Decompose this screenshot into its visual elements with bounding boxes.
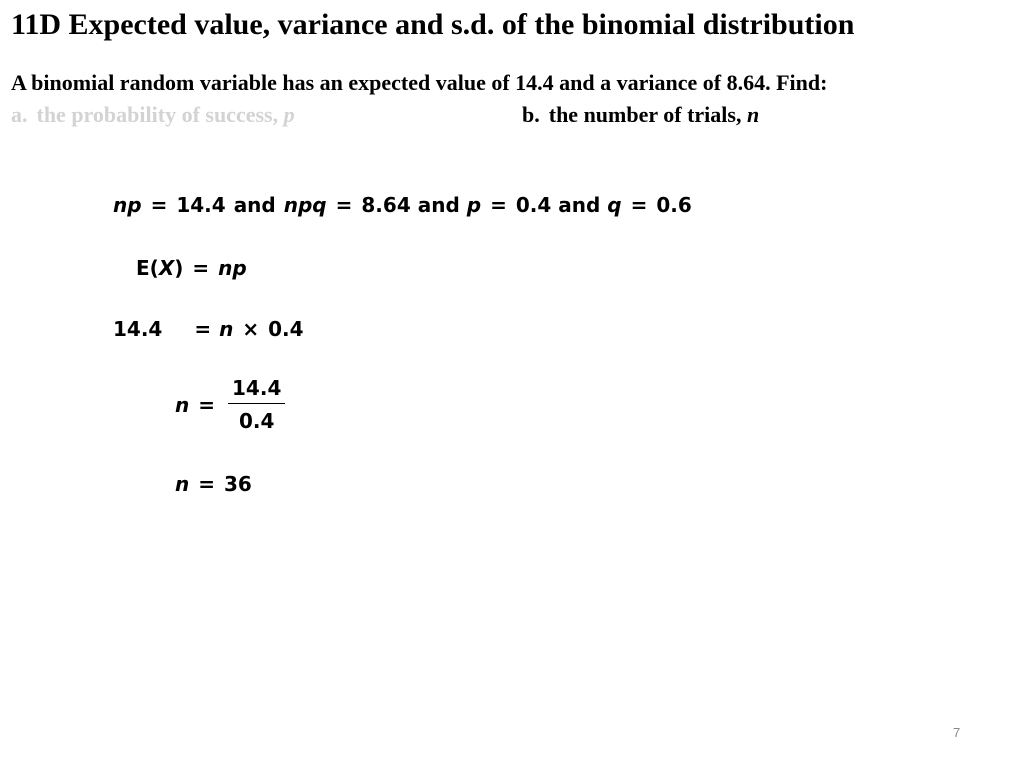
working-line-fraction xyxy=(175,376,285,433)
expected-value: 14.4 xyxy=(176,193,226,217)
part-a-text: the probability of success, xyxy=(36,102,279,127)
part-b-variable: n xyxy=(746,102,760,127)
equals-sign: = xyxy=(198,472,216,496)
times-sign: × xyxy=(242,317,260,341)
and-word: and xyxy=(558,193,601,217)
slide-page-number: 7 xyxy=(953,725,961,740)
part-a-prompt xyxy=(11,102,295,128)
expectation-operator: E( xyxy=(136,256,159,280)
variance-value: 8.64 xyxy=(361,193,411,217)
p-value: 0.4 xyxy=(515,193,552,217)
equals-sign: = xyxy=(630,193,648,217)
npq-symbol: npq xyxy=(283,193,327,217)
np-symbol: np xyxy=(113,193,142,217)
n-symbol: n xyxy=(219,317,234,341)
equals-sign: = xyxy=(335,193,353,217)
part-a-label: a. xyxy=(11,102,28,127)
question-text: A binomial random variable has an expected value of 14.4 and a variance of 8.64. Find: xyxy=(11,70,828,95)
equals-sign: = xyxy=(150,193,168,217)
part-b-label: b. xyxy=(522,102,540,127)
closing-paren: ) xyxy=(174,256,184,280)
equals-sign: = xyxy=(192,256,210,280)
q-symbol: q xyxy=(607,193,622,217)
p-value: 0.4 xyxy=(268,317,304,341)
expected-value: 14.4 xyxy=(113,317,163,341)
equals-sign: = xyxy=(490,193,507,217)
fraction-numerator: 14.4 xyxy=(228,376,285,404)
part-b-text: the number of trials, xyxy=(548,102,742,127)
working-line-given-values xyxy=(113,193,692,217)
fraction-denominator: 0.4 xyxy=(238,409,275,433)
answer-value: 36 xyxy=(224,472,252,496)
and-word: and xyxy=(233,193,276,217)
n-symbol: n xyxy=(175,472,190,496)
equals-sign: = xyxy=(198,392,216,417)
q-value: 0.6 xyxy=(656,193,692,217)
equals-sign: = xyxy=(194,317,212,341)
part-b-prompt xyxy=(522,102,759,128)
n-symbol: n xyxy=(175,392,190,417)
part-a-variable: p xyxy=(283,102,295,127)
fraction xyxy=(228,376,285,433)
working-line-expected-value-formula xyxy=(136,256,247,280)
np-symbol: np xyxy=(218,256,247,280)
p-symbol: p xyxy=(466,193,482,217)
slide-title: 11D Expected value, variance and s.d. of the binomial distribution xyxy=(11,8,855,41)
working-line-answer xyxy=(175,472,252,496)
x-symbol: X xyxy=(158,256,175,280)
and-word: and xyxy=(417,193,460,217)
working-line-substitution xyxy=(113,317,304,341)
